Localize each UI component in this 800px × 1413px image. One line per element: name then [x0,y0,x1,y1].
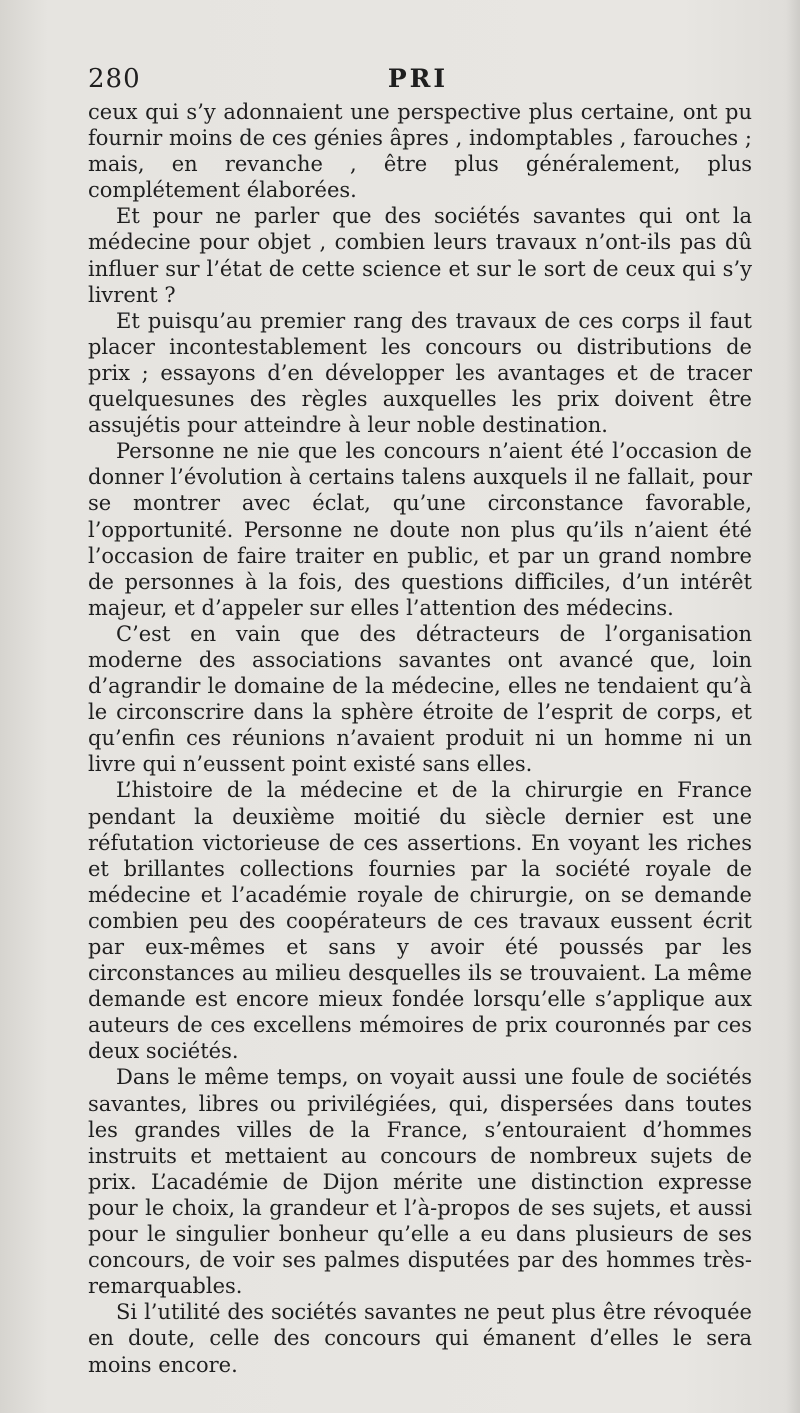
paragraph: C’est en vain que des détracteurs de l’organisation moderne des associations savantes ont avancé que, loin d’agrandir le domaine de la médecine, elles ne tendaient qu’à le circonscrire dans la sphère étroite de l’esprit de corps, et qu’enfin ces réunions n’avaient produit ni un homme ni un livre qui n’eussent point existé sans elles. [88,621,752,777]
running-head: PRI [387,64,449,93]
paragraph: Et puisqu’au premier rang des travaux de ces corps il faut placer incontestablement les concours ou distributions de prix ; essayons d’en développer les avantages et de tracer quelquesunes des règles auxquelles les prix doivent être assujétis pour atteindre à leur noble destination. [88,308,752,438]
paragraph: Si l’utilité des sociétés savantes ne peut plus être révoquée en doute, celle des concours qui émanent d’elles le sera moins encore. [88,1300,752,1377]
paragraph: ceux qui s’y adonnaient une perspective plus certaine, ont pu fournir moins de ces génies âpres , indomptables , farouches ; mais, en revanche , être plus généralement, plus complétement élaborées. [88,100,752,203]
page-edge-shadow [786,0,800,1413]
body-text [88,99,752,1378]
page-number: 280 [88,64,141,94]
paragraph: L’histoire de la médecine et de la chirurgie en France pendant la deuxième moitié du siècle dernier est une réfutation victorieuse de ces assertions. En voyant les riches et brillantes collections fournies par la société royale de médecine et l’académie royale de chirurgie, on se demande combien peu des coopérateurs de ces travaux eussent écrit par eux-mêmes et sans y avoir été poussés par les circonstances au milieu desquelles ils se trouvaient. La même demande est encore mieux fondée lorsqu’elle s’applique aux auteurs de ces excellens mémoires de prix couronnés par ces deux sociétés. [88,778,752,1064]
paragraph: Et pour ne parler que des sociétés savantes qui ont la médecine pour objet , combien leurs travaux n’ont-ils pas dû influer sur l’état de cette science et sur le sort de ceux qui s’y livrent ? [88,204,752,307]
paragraph: Dans le même temps, on voyait aussi une foule de sociétés savantes, libres ou privilégiées, qui, dispersées dans toutes les grandes villes de la France, s’entouraient d’hommes instruits et mettaient au concours de nombreux sujets de prix. L’académie de Dijon mérite une distinction expresse pour le choix, la grandeur et l’à-propos de ses sujets, et aussi pour le singulier bonheur qu’elle a eu dans plusieurs de ses concours, de voir ses palmes disputées par des hommes très-remarquables. [88,1065,752,1299]
page-header [88,64,748,98]
paragraph: Personne ne nie que les concours n’aient été l’occasion de donner l’évolution à certains talens auxquels il ne fallait, pour se montrer avec éclat, qu’une circonstance favorable, l’opportunité. Personne ne doute non plus qu’ils n’aient été l’occasion de faire traiter en public, et par un grand nombre de personnes à la fois, des questions difficiles, d’un intérêt majeur, et d’appeler sur elles l’attention des médecins. [88,439,752,620]
